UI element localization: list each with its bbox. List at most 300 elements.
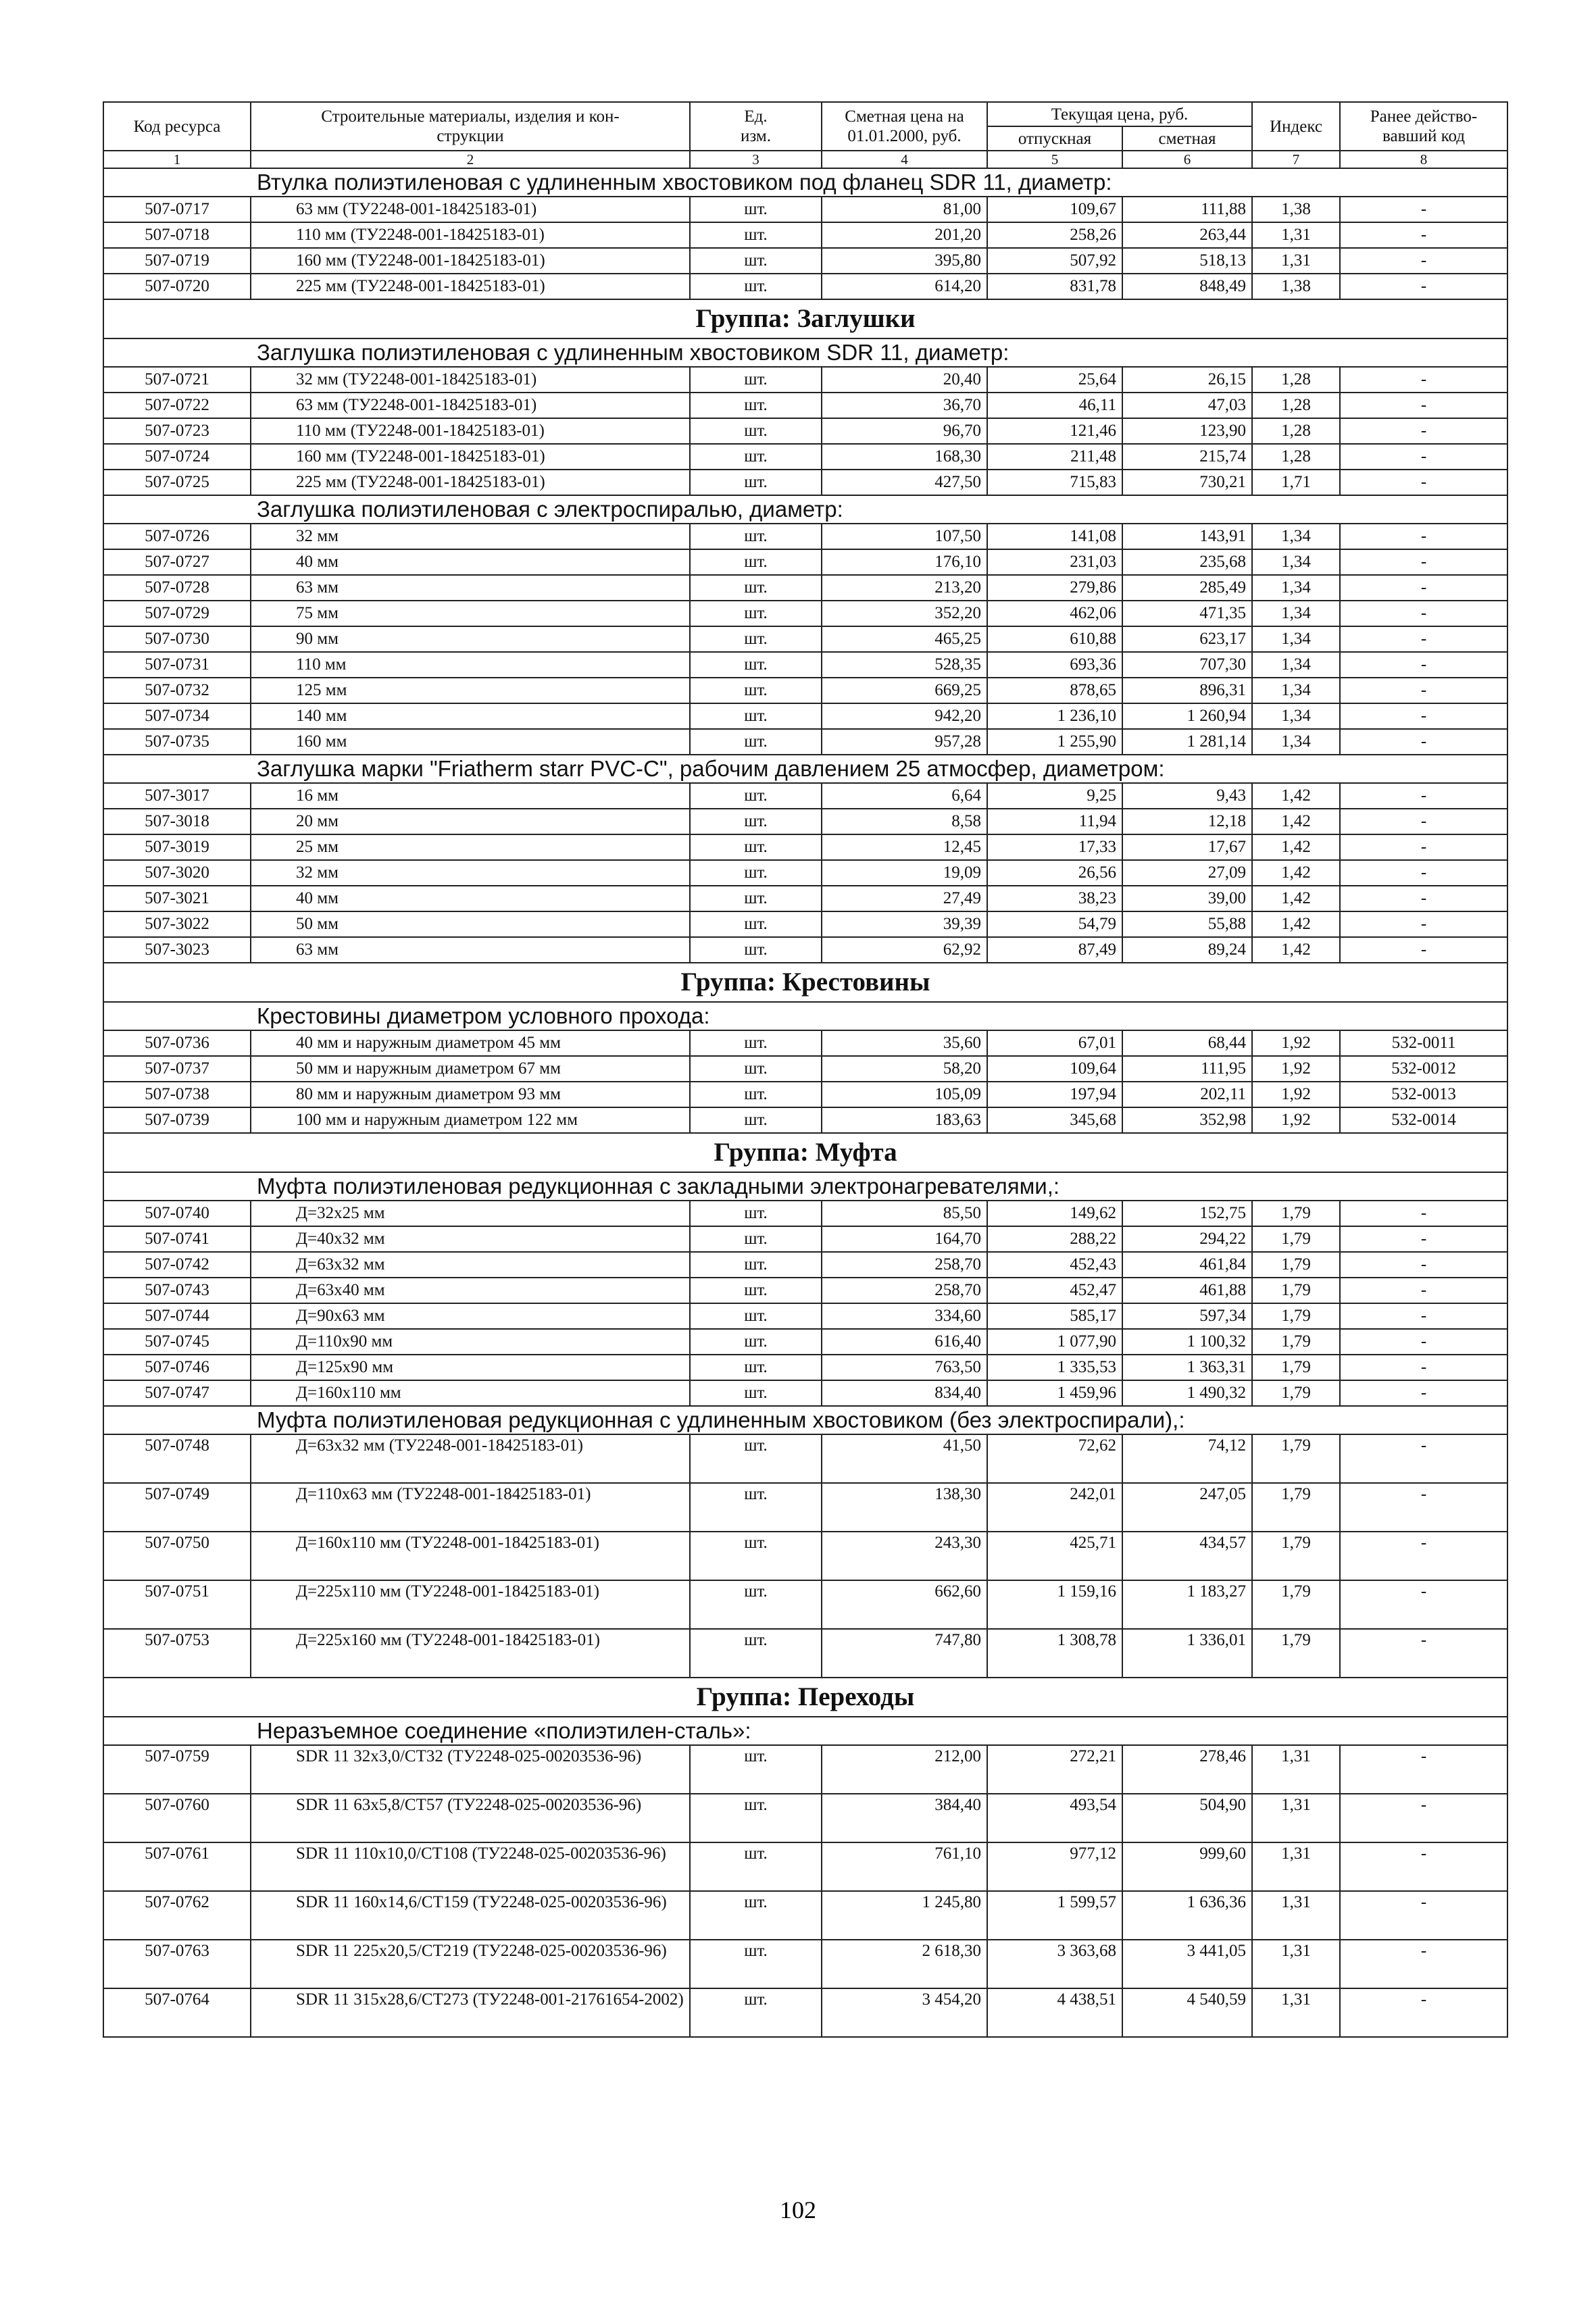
group-row <box>103 1678 1507 1717</box>
unit: шт. <box>690 1380 822 1406</box>
wholesale-price: 1 308,78 <box>987 1629 1122 1678</box>
base-price: 614,20 <box>822 274 987 299</box>
table-row <box>103 470 1507 495</box>
base-price: 427,50 <box>822 470 987 495</box>
material-name: 63 мм <box>251 575 690 601</box>
unit: шт. <box>690 860 822 886</box>
previous-code: - <box>1340 393 1507 418</box>
group-row <box>103 1133 1507 1172</box>
resource-code: 507-0760 <box>103 1794 251 1842</box>
previous-code: - <box>1340 911 1507 937</box>
header-previous-code <box>1340 102 1507 151</box>
previous-code: - <box>1340 809 1507 834</box>
estimate-price: 235,68 <box>1122 549 1252 575</box>
material-name: SDR 11 110х10,0/СТ108 (ТУ2248-025-00203536-96) <box>251 1842 690 1891</box>
table-body <box>103 168 1507 2037</box>
material-name: 50 мм <box>251 911 690 937</box>
table-row <box>103 1252 1507 1278</box>
price-index: 1,31 <box>1252 248 1340 274</box>
base-price: 58,20 <box>822 1056 987 1082</box>
table-row <box>103 222 1507 248</box>
material-name: 160 мм (ТУ2248-001-18425183-01) <box>251 444 690 470</box>
table-row <box>103 1988 1507 2037</box>
base-price: 957,28 <box>822 729 987 755</box>
table-row <box>103 729 1507 755</box>
category-title: Муфта полиэтиленовая редукционная с удлиненным хвостовиком (без электроспирали),: <box>103 1406 1507 1434</box>
base-price: 138,30 <box>822 1483 987 1532</box>
column-number: 7 <box>1252 151 1340 168</box>
category-title: Крестовины диаметром условного прохода: <box>103 1002 1507 1030</box>
unit: шт. <box>690 626 822 652</box>
unit: шт. <box>690 678 822 703</box>
price-index: 1,34 <box>1252 549 1340 575</box>
resource-code: 507-0719 <box>103 248 251 274</box>
estimate-price: 74,12 <box>1122 1434 1252 1483</box>
estimate-price: 623,17 <box>1122 626 1252 652</box>
wholesale-price: 715,83 <box>987 470 1122 495</box>
resource-code: 507-0751 <box>103 1580 251 1629</box>
unit: шт. <box>690 1201 822 1226</box>
previous-code: 532-0012 <box>1340 1056 1507 1082</box>
wholesale-price: 67,01 <box>987 1030 1122 1056</box>
table-row <box>103 1794 1507 1842</box>
wholesale-price: 1 459,96 <box>987 1380 1122 1406</box>
table-row <box>103 575 1507 601</box>
estimate-price: 278,46 <box>1122 1745 1252 1794</box>
table-row <box>103 1483 1507 1532</box>
wholesale-price: 693,36 <box>987 652 1122 678</box>
estimate-price: 707,30 <box>1122 652 1252 678</box>
table-row <box>103 1056 1507 1082</box>
estimate-price: 1 363,31 <box>1122 1355 1252 1380</box>
unit: шт. <box>690 652 822 678</box>
table-row <box>103 1434 1507 1483</box>
previous-code: - <box>1340 937 1507 963</box>
table-row <box>103 834 1507 860</box>
material-name: 63 мм (ТУ2248-001-18425183-01) <box>251 197 690 222</box>
price-index: 1,92 <box>1252 1082 1340 1107</box>
material-name: 50 мм и наружным диаметром 67 мм <box>251 1056 690 1082</box>
table-row <box>103 1532 1507 1580</box>
resource-code: 507-3023 <box>103 937 251 963</box>
previous-code: - <box>1340 783 1507 809</box>
resource-code: 507-0743 <box>103 1278 251 1303</box>
unit: шт. <box>690 703 822 729</box>
price-index: 1,28 <box>1252 444 1340 470</box>
resource-code: 507-0763 <box>103 1940 251 1988</box>
material-name: 90 мм <box>251 626 690 652</box>
wholesale-price: 977,12 <box>987 1842 1122 1891</box>
wholesale-price: 87,49 <box>987 937 1122 963</box>
header-current-price: Текущая цена, руб. <box>987 102 1252 126</box>
resource-code: 507-0731 <box>103 652 251 678</box>
column-number: 2 <box>251 151 690 168</box>
unit: шт. <box>690 834 822 860</box>
material-name: 110 мм (ТУ2248-001-18425183-01) <box>251 222 690 248</box>
wholesale-price: 452,43 <box>987 1252 1122 1278</box>
material-name: Д=225х160 мм (ТУ2248-001-18425183-01) <box>251 1629 690 1678</box>
price-index: 1,34 <box>1252 524 1340 549</box>
previous-code: - <box>1340 274 1507 299</box>
wholesale-price: 1 599,57 <box>987 1891 1122 1940</box>
column-number: 1 <box>103 151 251 168</box>
unit: шт. <box>690 367 822 393</box>
table-row <box>103 274 1507 299</box>
wholesale-price: 54,79 <box>987 911 1122 937</box>
estimate-price: 1 100,32 <box>1122 1329 1252 1355</box>
unit: шт. <box>690 911 822 937</box>
estimate-price: 471,35 <box>1122 601 1252 626</box>
table-row <box>103 549 1507 575</box>
estimate-price: 55,88 <box>1122 911 1252 937</box>
material-name: 80 мм и наружным диаметром 93 мм <box>251 1082 690 1107</box>
unit: шт. <box>690 1745 822 1794</box>
resource-code: 507-0744 <box>103 1303 251 1329</box>
material-name: 40 мм <box>251 886 690 911</box>
material-name: 125 мм <box>251 678 690 703</box>
unit: шт. <box>690 1082 822 1107</box>
group-title: Группа: Муфта <box>103 1133 1507 1172</box>
estimate-price: 1 183,27 <box>1122 1580 1252 1629</box>
unit: шт. <box>690 222 822 248</box>
estimate-price: 152,75 <box>1122 1201 1252 1226</box>
wholesale-price: 610,88 <box>987 626 1122 652</box>
price-index: 1,42 <box>1252 783 1340 809</box>
estimate-price: 39,00 <box>1122 886 1252 911</box>
wholesale-price: 507,92 <box>987 248 1122 274</box>
wholesale-price: 258,26 <box>987 222 1122 248</box>
price-index: 1,79 <box>1252 1532 1340 1580</box>
wholesale-price: 38,23 <box>987 886 1122 911</box>
material-name: 100 мм и наружным диаметром 122 мм <box>251 1107 690 1133</box>
material-name: 225 мм (ТУ2248-001-18425183-01) <box>251 274 690 299</box>
material-name: Д=225х110 мм (ТУ2248-001-18425183-01) <box>251 1580 690 1629</box>
resource-code: 507-3019 <box>103 834 251 860</box>
group-row <box>103 299 1507 338</box>
previous-code: 532-0013 <box>1340 1082 1507 1107</box>
table-row <box>103 601 1507 626</box>
wholesale-price: 141,08 <box>987 524 1122 549</box>
unit: шт. <box>690 197 822 222</box>
price-index: 1,42 <box>1252 834 1340 860</box>
table-row <box>103 1842 1507 1891</box>
wholesale-price: 26,56 <box>987 860 1122 886</box>
price-index: 1,28 <box>1252 418 1340 444</box>
estimate-price: 17,67 <box>1122 834 1252 860</box>
unit: шт. <box>690 1532 822 1580</box>
group-title: Группа: Переходы <box>103 1678 1507 1717</box>
wholesale-price: 11,94 <box>987 809 1122 834</box>
previous-code: - <box>1340 367 1507 393</box>
price-index: 1,79 <box>1252 1629 1340 1678</box>
material-name: 25 мм <box>251 834 690 860</box>
previous-code: - <box>1340 729 1507 755</box>
table-row <box>103 1226 1507 1252</box>
price-index: 1,34 <box>1252 729 1340 755</box>
header-wholesale-price: отпускная <box>987 126 1122 151</box>
previous-code: - <box>1340 524 1507 549</box>
price-index: 1,79 <box>1252 1355 1340 1380</box>
previous-code: - <box>1340 886 1507 911</box>
previous-code: - <box>1340 444 1507 470</box>
resource-code: 507-0762 <box>103 1891 251 1940</box>
price-index: 1,31 <box>1252 1988 1340 2037</box>
header-unit <box>690 102 822 151</box>
base-price: 20,40 <box>822 367 987 393</box>
wholesale-price: 46,11 <box>987 393 1122 418</box>
wholesale-price: 4 438,51 <box>987 1988 1122 2037</box>
price-index: 1,38 <box>1252 274 1340 299</box>
group-title: Группа: Заглушки <box>103 299 1507 338</box>
resource-code: 507-0746 <box>103 1355 251 1380</box>
base-price: 168,30 <box>822 444 987 470</box>
material-name: SDR 11 225х20,5/СТ219 (ТУ2248-025-00203536-96) <box>251 1940 690 1988</box>
wholesale-price: 72,62 <box>987 1434 1122 1483</box>
previous-code: - <box>1340 575 1507 601</box>
header-resource-code: Код ресурса <box>103 102 251 151</box>
wholesale-price: 878,65 <box>987 678 1122 703</box>
previous-code: - <box>1340 1278 1507 1303</box>
wholesale-price: 121,46 <box>987 418 1122 444</box>
base-price: 96,70 <box>822 418 987 444</box>
estimate-price: 461,84 <box>1122 1252 1252 1278</box>
previous-code: - <box>1340 1483 1507 1532</box>
base-price: 1 245,80 <box>822 1891 987 1940</box>
base-price: 942,20 <box>822 703 987 729</box>
table-row <box>103 444 1507 470</box>
table-row <box>103 524 1507 549</box>
resource-code: 507-0739 <box>103 1107 251 1133</box>
material-name: 16 мм <box>251 783 690 809</box>
table-row <box>103 678 1507 703</box>
price-index: 1,92 <box>1252 1107 1340 1133</box>
category-row <box>103 495 1507 524</box>
price-index: 1,79 <box>1252 1329 1340 1355</box>
wholesale-price: 1 077,90 <box>987 1329 1122 1355</box>
base-price: 669,25 <box>822 678 987 703</box>
wholesale-price: 288,22 <box>987 1226 1122 1252</box>
estimate-price: 202,11 <box>1122 1082 1252 1107</box>
previous-code: - <box>1340 652 1507 678</box>
unit: шт. <box>690 729 822 755</box>
header-base-price-line1: Сметная цена на <box>845 107 964 126</box>
unit: шт. <box>690 524 822 549</box>
base-price: 183,63 <box>822 1107 987 1133</box>
column-number: 3 <box>690 151 822 168</box>
material-name: Д=110х63 мм (ТУ2248-001-18425183-01) <box>251 1483 690 1532</box>
previous-code: - <box>1340 626 1507 652</box>
material-name: 140 мм <box>251 703 690 729</box>
price-index: 1,31 <box>1252 1842 1340 1891</box>
resource-code: 507-0727 <box>103 549 251 575</box>
price-index: 1,79 <box>1252 1303 1340 1329</box>
price-index: 1,38 <box>1252 197 1340 222</box>
wholesale-price: 25,64 <box>987 367 1122 393</box>
base-price: 8,58 <box>822 809 987 834</box>
unit: шт. <box>690 1278 822 1303</box>
wholesale-price: 462,06 <box>987 601 1122 626</box>
base-price: 395,80 <box>822 248 987 274</box>
estimate-price: 518,13 <box>1122 248 1252 274</box>
table-row <box>103 1355 1507 1380</box>
base-price: 85,50 <box>822 1201 987 1226</box>
material-name: 160 мм <box>251 729 690 755</box>
base-price: 213,20 <box>822 575 987 601</box>
resource-code: 507-3020 <box>103 860 251 886</box>
table-row <box>103 393 1507 418</box>
previous-code: - <box>1340 1745 1507 1794</box>
table-row <box>103 1745 1507 1794</box>
previous-code: - <box>1340 1842 1507 1891</box>
resource-code: 507-0740 <box>103 1201 251 1226</box>
resource-code: 507-0734 <box>103 703 251 729</box>
price-index: 1,79 <box>1252 1580 1340 1629</box>
previous-code: - <box>1340 1940 1507 1988</box>
table-row <box>103 783 1507 809</box>
previous-code: - <box>1340 1532 1507 1580</box>
previous-code: - <box>1340 470 1507 495</box>
material-name: 63 мм (ТУ2248-001-18425183-01) <box>251 393 690 418</box>
wholesale-price: 149,62 <box>987 1201 1122 1226</box>
unit: шт. <box>690 783 822 809</box>
unit: шт. <box>690 1303 822 1329</box>
wholesale-price: 1 159,16 <box>987 1580 1122 1629</box>
category-title: Неразъемное соединение «полиэтилен-сталь»: <box>103 1717 1507 1745</box>
estimate-price: 47,03 <box>1122 393 1252 418</box>
base-price: 763,50 <box>822 1355 987 1380</box>
table-row <box>103 1201 1507 1226</box>
previous-code: - <box>1340 703 1507 729</box>
previous-code: - <box>1340 549 1507 575</box>
category-row <box>103 168 1507 197</box>
base-price: 35,60 <box>822 1030 987 1056</box>
price-index: 1,42 <box>1252 911 1340 937</box>
estimate-price: 1 260,94 <box>1122 703 1252 729</box>
wholesale-price: 493,54 <box>987 1794 1122 1842</box>
resource-code: 507-0745 <box>103 1329 251 1355</box>
resource-code: 507-0764 <box>103 1988 251 2037</box>
resource-code: 507-3022 <box>103 911 251 937</box>
resource-code: 507-3018 <box>103 809 251 834</box>
category-title: Муфта полиэтиленовая редукционная с закладными электронагревателями,: <box>103 1172 1507 1201</box>
wholesale-price: 17,33 <box>987 834 1122 860</box>
table-row <box>103 860 1507 886</box>
estimate-price: 1 636,36 <box>1122 1891 1252 1940</box>
wholesale-price: 9,25 <box>987 783 1122 809</box>
wholesale-price: 242,01 <box>987 1483 1122 1532</box>
wholesale-price: 3 363,68 <box>987 1940 1122 1988</box>
header-previous-code-line2: вавший код <box>1382 127 1466 145</box>
previous-code: - <box>1340 1580 1507 1629</box>
estimate-price: 12,18 <box>1122 809 1252 834</box>
base-price: 3 454,20 <box>822 1988 987 2037</box>
wholesale-price: 197,94 <box>987 1082 1122 1107</box>
previous-code: - <box>1340 1355 1507 1380</box>
header-base-price-line2: 01.01.2000, руб. <box>847 127 962 145</box>
price-table <box>103 101 1508 2038</box>
unit: шт. <box>690 1434 822 1483</box>
material-name: Д=63х32 мм (ТУ2248-001-18425183-01) <box>251 1434 690 1483</box>
base-price: 2 618,30 <box>822 1940 987 1988</box>
resource-code: 507-0728 <box>103 575 251 601</box>
previous-code: 532-0014 <box>1340 1107 1507 1133</box>
base-price: 81,00 <box>822 197 987 222</box>
previous-code: - <box>1340 1329 1507 1355</box>
resource-code: 507-0736 <box>103 1030 251 1056</box>
unit: шт. <box>690 601 822 626</box>
estimate-price: 4 540,59 <box>1122 1988 1252 2037</box>
material-name: 32 мм (ТУ2248-001-18425183-01) <box>251 367 690 393</box>
group-row <box>103 963 1507 1002</box>
material-name: SDR 11 315х28,6/СТ273 (ТУ2248-001-21761654-2002) <box>251 1988 690 2037</box>
material-name: SDR 11 160х14,6/СТ159 (ТУ2248-025-00203536-96) <box>251 1891 690 1940</box>
price-index: 1,79 <box>1252 1483 1340 1532</box>
resource-code: 507-0749 <box>103 1483 251 1532</box>
category-title: Заглушка полиэтиленовая с удлиненным хвостовиком SDR 11, диаметр: <box>103 338 1507 367</box>
header-previous-code-line1: Ранее действо- <box>1370 107 1478 126</box>
estimate-price: 123,90 <box>1122 418 1252 444</box>
category-row <box>103 1172 1507 1201</box>
table-row <box>103 418 1507 444</box>
resource-code: 507-0741 <box>103 1226 251 1252</box>
header-unit-line2: изм. <box>741 127 771 145</box>
table-row <box>103 703 1507 729</box>
base-price: 164,70 <box>822 1226 987 1252</box>
unit: шт. <box>690 1891 822 1940</box>
previous-code: - <box>1340 1303 1507 1329</box>
base-price: 19,09 <box>822 860 987 886</box>
estimate-price: 730,21 <box>1122 470 1252 495</box>
material-name: Д=63х32 мм <box>251 1252 690 1278</box>
unit: шт. <box>690 575 822 601</box>
table-row <box>103 1030 1507 1056</box>
price-index: 1,79 <box>1252 1226 1340 1252</box>
wholesale-price: 831,78 <box>987 274 1122 299</box>
estimate-price: 999,60 <box>1122 1842 1252 1891</box>
resource-code: 507-0729 <box>103 601 251 626</box>
base-price: 105,09 <box>822 1082 987 1107</box>
resource-code: 507-0720 <box>103 274 251 299</box>
resource-code: 507-0722 <box>103 393 251 418</box>
price-index: 1,31 <box>1252 1745 1340 1794</box>
previous-code: - <box>1340 1226 1507 1252</box>
table-row <box>103 652 1507 678</box>
category-row <box>103 1406 1507 1434</box>
header-base-price <box>822 102 987 151</box>
price-index: 1,79 <box>1252 1380 1340 1406</box>
base-price: 27,49 <box>822 886 987 911</box>
material-name: 110 мм <box>251 652 690 678</box>
resource-code: 507-3017 <box>103 783 251 809</box>
previous-code: - <box>1340 1380 1507 1406</box>
price-index: 1,28 <box>1252 393 1340 418</box>
resource-code: 507-0747 <box>103 1380 251 1406</box>
previous-code: - <box>1340 1252 1507 1278</box>
unit: шт. <box>690 274 822 299</box>
unit: шт. <box>690 1226 822 1252</box>
resource-code: 507-0725 <box>103 470 251 495</box>
material-name: Д=40х32 мм <box>251 1226 690 1252</box>
resource-code: 507-0717 <box>103 197 251 222</box>
material-name: Д=32х25 мм <box>251 1201 690 1226</box>
estimate-price: 461,88 <box>1122 1278 1252 1303</box>
price-index: 1,31 <box>1252 1891 1340 1940</box>
table-row <box>103 1380 1507 1406</box>
material-name: 40 мм <box>251 549 690 575</box>
base-price: 36,70 <box>822 393 987 418</box>
material-name: 40 мм и наружным диаметром 45 мм <box>251 1030 690 1056</box>
table-row <box>103 809 1507 834</box>
